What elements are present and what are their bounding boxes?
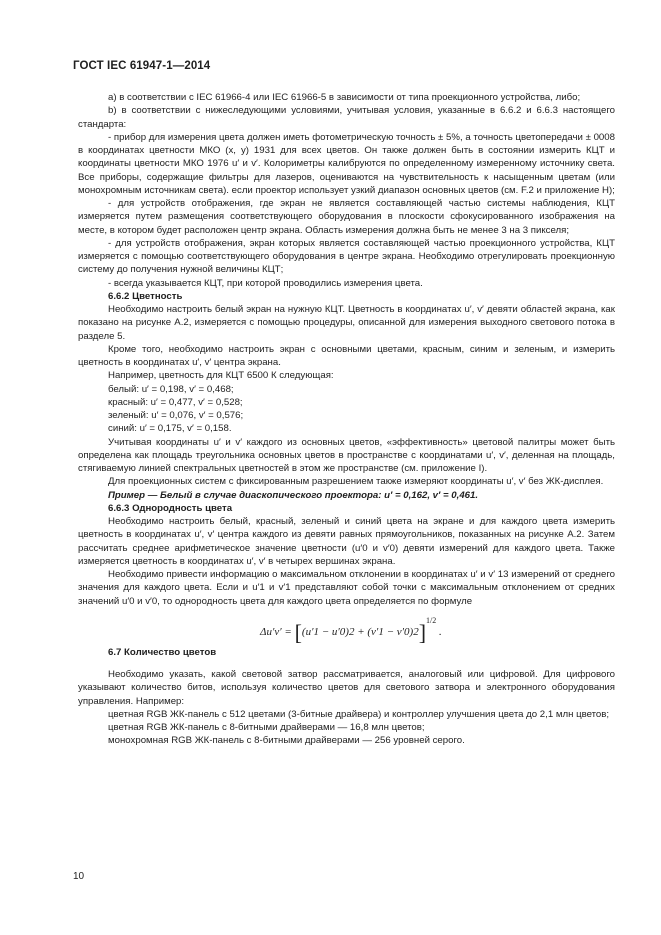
paragraph: - прибор для измерения цвета должен иметь фотометрическую точность ± 5%, а точность цветопередачи ± 0008 в координатах цветности МКО (x, y) 1931 для всех цветов. Он также должен быть в состоянии измерить КЦТ и координаты цветности МКО 1976 u′ и v′. Колориметры калибруются по определенному измеренному источнику света. Все приборы, содержащие фильтры для лазеров, оцениваются на чувствительность к насыщенным цветам (или монохромным источникам света). если проектор использует узкий диапазон основных цветов (см. F.2 и приложение Н);	[78, 131, 615, 196]
section-heading-6-6-3: 6.6.3 Однородность цвета	[108, 502, 233, 514]
list-item: зеленый: u′ = 0,076, v′ = 0,576;	[108, 410, 244, 421]
list-item: красный: u′ = 0,477, v′ = 0,528;	[108, 396, 243, 408]
formula-end: .	[439, 625, 442, 638]
section-heading-6-7: 6.7 Количество цветов	[108, 646, 217, 658]
paragraph: Необходимо указать, какой световой затвор рассматривается, аналоговый или цифровой. Для цифрового указывают количество битов, используя количество цветов для светового затвора и электронного оборудования управления. Например:	[78, 669, 615, 707]
paragraph: - для устройств отображения, где экран не является составляющей частью системы наблюдения, КЦТ измеряется путем размещения соответствующего оборудования в плоскости сфокусированного изображения на месте, в котором будет расположен центр экрана. Область измерения должна быть не менее 3 на 3 пикселя;	[78, 198, 615, 236]
formula-lhs: Δu′v′ =	[260, 625, 292, 638]
list-item: монохромная RGB ЖК-панель с 8-битными драйверами — 256 уровней серого.	[108, 735, 465, 747]
paragraph: Учитывая координаты u′ и v′ каждого из основных цветов, «эффективность» цветовой палитры может быть определена как площадь треугольника основных цветов в пространстве с координатами u′, v′, деленная на площадь, стягиваемую линией спектральных цветностей в этом же пространстве (см. приложение I).	[78, 436, 615, 474]
formula-exponent: 1/2	[426, 615, 437, 625]
example-note: Пример — Белый в случае диаскопического проектора: u′ = 0,162, v′ = 0,461.	[108, 489, 479, 501]
paragraph: b) в соответствии с нижеследующими условиями, учитывая условия, указанные в 6.6.2 и 6.6.3 настоящего стандарта:	[78, 105, 615, 130]
paragraph: Для проекционных систем с фиксированным разрешением также измеряют координаты u′, v′ без ЖК-дисплея.	[108, 476, 604, 488]
list-item: белый: u′ = 0,198, v′ = 0,468;	[108, 383, 234, 395]
paragraph: Например, цветность для КЦТ 6500 К следующая:	[108, 370, 334, 382]
page-number: 10	[73, 871, 85, 882]
uniformity-formula	[78, 608, 615, 646]
formula-bracket-close: ]	[418, 619, 427, 645]
formula-body: (u′1 − u′0)2 + (v′1 − v′0)2	[301, 625, 419, 638]
list-item: синий: u′ = 0,175, v′ = 0,158.	[108, 423, 232, 435]
paragraph: Кроме того, необходимо настроить экран с основными цветами, красным, синим и зеленым, и измерить цветность в координатах u′, v′ центра экрана.	[78, 343, 615, 368]
formula-bracket-open: [	[294, 619, 302, 645]
paragraph: Необходимо настроить белый экран на нужную КЦТ. Цветность в координатах u′, v′ девяти областей экрана, как показано на рисунке А.2, измеряется с помощью процедуры, описанной для измерения выходного светового потока в разделе 5.	[78, 304, 615, 342]
document-header: ГОСТ IEC 61947-1—2014	[73, 60, 211, 72]
paragraph: Необходимо настроить белый, красный, зеленый и синий цвета на экране и для каждого цвета измерить цветность в координатах u′, v′ центра каждого из девяти равных прямоугольников, показанных на рисунке А.2. Затем рассчитать среднее арифметическое значение цветности (u′0 и v′0) девяти измерений для каждого цвета. Также измеряется цветность в координатах u′, v′ в четырех вершинах экрана.	[78, 516, 615, 567]
paragraph: Необходимо привести информацию о максимальном отклонении в координатах u′ и v′ 13 измерений от среднего значения для каждого цвета. Если и u′1 и v′1 представляют собой точки с максимальным отклонением от средних значений u′0 и v′0, то однородность цвета для каждого цвета определяется по формуле	[78, 569, 615, 607]
list-item: цветная RGB ЖК-панель с 8-битными драйверами — 16,8 млн цветов;	[108, 722, 425, 733]
paragraph: а) в соответствии с IEC 61966-4 или IEC 61966-5 в зависимости от типа проекционного устройства, либо;	[108, 92, 581, 103]
paragraph: - всегда указывается КЦТ, при которой проводились измерения цвета.	[108, 277, 423, 289]
document-body	[78, 91, 615, 748]
list-item: цветная RGB ЖК-панель с 512 цветами (3-битные драйвера) и контроллер улучшения цвета до 2,1 млн цветов;	[108, 708, 610, 720]
section-heading-6-6-2: 6.6.2 Цветность	[108, 290, 183, 302]
paragraph: - для устройств отображения, экран которых является составляющей частью проекционного устройства, КЦТ измеряется с помощью соответствующего оборудования в центре экрана. Необходимо отрегулировать проекционную систему до получения нужной величины КЦТ;	[78, 237, 615, 276]
